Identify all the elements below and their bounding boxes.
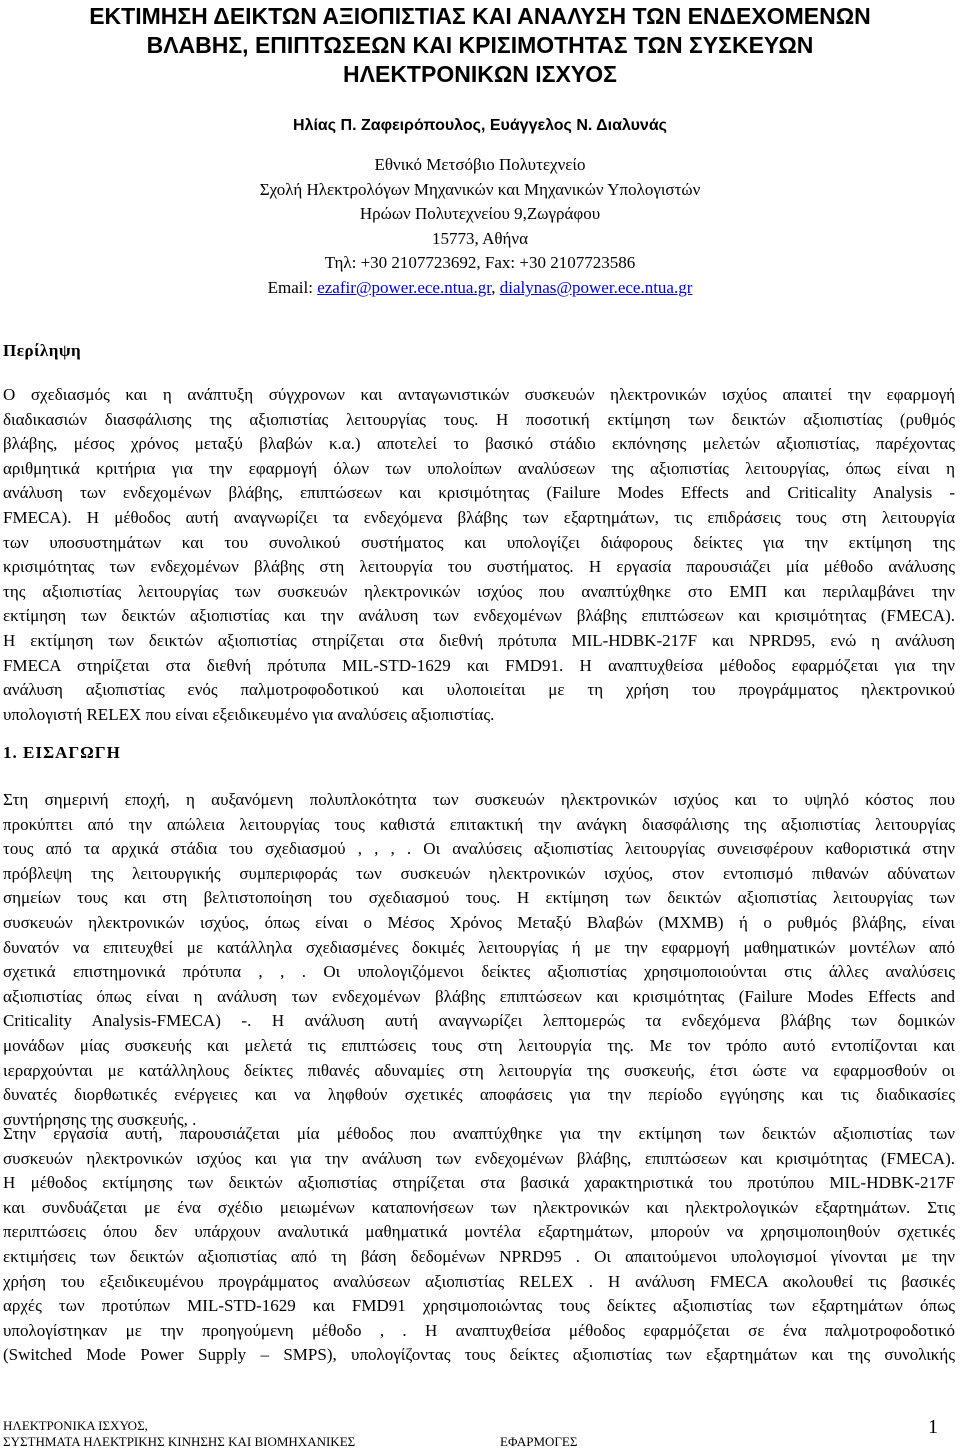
page-number: 1 xyxy=(928,1416,938,1438)
text-line: Στην εργασία αυτή, παρουσιάζεται μία μέθοδος που αναπτύχθηκε για την εκτίμηση των δεικτών αξιοπιστίας των xyxy=(3,1124,955,1143)
abstract-heading: Περίληψη xyxy=(3,341,82,360)
footer-line-1: ΗΛΕΚΤΡΟΝΙΚΑ ΙΣΧΥΟΣ, xyxy=(3,1418,148,1433)
text-line: Η εκτίμηση των δεικτών αξιοπιστίας στηρίζεται στα διεθνή πρότυπα MIL-HDBK-217F και NPRD95, ενώ η ανάλυση xyxy=(3,630,955,650)
text-line: σημείων τους και στη βελτιστοποίηση του σχεδιασμού τους. Η εκτίμηση των δεικτών αξιοπιστίας λειτουργίας των xyxy=(3,888,955,908)
affiliation-email-line xyxy=(0,276,960,301)
text-line: διαδικασιών διασφάλισης της αξιοπιστίας λειτουργίας τους. Η ποσοτική εκτίμηση των δεικτών αξιοπιστίας (ρυθμός xyxy=(3,409,955,429)
text-line: χρήση του εξειδικευμένου προγράμματος αναλύσεων αξιοπιστίας RELEX . Η ανάλυση FMECA ακολουθεί τις βασικές xyxy=(3,1271,955,1291)
text-line: Criticality Analysis-FMECA) -. Η ανάλυση αυτή αναγνωρίζει λεπτομερώς τα ενδεχόμενα βλάβης των δομικών xyxy=(3,1011,955,1031)
email-link-dialynas[interactable]: dialynas@power.ece.ntua.gr xyxy=(499,277,693,297)
text-line: Ο σχεδιασμός και η ανάπτυξη σύγχρονων και ανταγωνιστικών συσκευών ηλεκτρονικών ισχύος απαιτεί την εφαρμογή xyxy=(3,385,955,404)
text-line: βλάβης, μέσος χρόνος μεταξύ βλαβών κ.α.) αποτελεί το βασικό στάδιο εκπόνησης μελετών αξιοπιστίας, παρέχοντας xyxy=(3,434,955,454)
affiliation-block xyxy=(0,153,960,301)
email-link-zafeiropoulos[interactable]: ezafir@power.ece.ntua.gr xyxy=(317,277,492,297)
text-line: προκύπτει από την απώλεια λειτουργίας τους καθιστά επιτακτική την ανάγκη διασφάλισης της αξιοπιστίας λειτουργίας xyxy=(3,814,955,834)
text-line: τους από τα αρχικά στάδια του σχεδιασμού , , , . Οι αναλύσεις αξιοπιστίας λειτουργίας συνεισφέρουν καθοριστικά στην xyxy=(3,839,955,859)
text-line: FMECA). Η μέθοδος αυτή αναγνωρίζει τα ενδεχόμενα βλάβης των εξαρτημάτων, τις επιδράσεις τους στη λειτουργία xyxy=(3,507,955,527)
intro-heading: 1. ΕΙΣΑΓΩΓΗ xyxy=(3,743,121,762)
text-line: υπολογιστή RELEX που είναι εξειδικευμένο για αναλύσεις αξιοπιστίας. xyxy=(3,704,495,724)
abstract-body xyxy=(3,383,955,727)
footer-conference xyxy=(3,1418,355,1450)
text-line: FMECA στηρίζεται στα διεθνή πρότυπα MIL-STD-1629 και FMD91. Η αναπτυχθείσα μέθοδος εφαρμόζεται για την xyxy=(3,655,955,675)
text-line: πρόβλεψη της λειτουργικής συμπεριφοράς των συσκευών ηλεκτρονικών ισχύος, στον εντοπισμό πιθανών αδύνατων xyxy=(3,863,955,883)
footer-line-2b: ΕΦΑΡΜΟΓΕΣ xyxy=(500,1434,578,1449)
authors: Ηλίας Π. Ζαφειρόπουλος, Ευάγγελος Ν. Διαλυνάς xyxy=(293,117,667,134)
text-line: αρχές των προτύπων MIL-STD-1629 και FMD91 χρησιμοποιώντας τους δείκτες αξιοπιστίας των εξαρτημάτων όπως xyxy=(3,1296,955,1316)
text-line: αριθμητικά κριτήρια για την εφαρμογή όλων των υπολοίπων αναλύσεων της αξιοπιστίας λειτουργίας, όπως είναι η xyxy=(3,458,955,478)
text-line: των υποσυστημάτων και του συνολικού συστήματος και υπολογίζει διάφορους δείκτες για την εκτίμηση της xyxy=(3,532,955,552)
email-label: Email: xyxy=(267,277,318,297)
footer-line-2: ΣΥΣΤΗΜΑΤΑ ΗΛΕΚΤΡΙΚΗΣ ΚΙΝΗΣΗΣ ΚΑΙ ΒΙΟΜΗΧΑΝΙΚΕΣ xyxy=(3,1434,356,1449)
text-line: περιπτώσεις όπου δεν υπάρχουν αναλυτικά μαθηματικά μοντέλα εξαρτημάτων, μπορούν να χρησιμοποιηθούν σχετικές xyxy=(3,1222,955,1242)
text-line: μονάδων μίας συσκευής και μελετά τις επιπτώσεις τους στη λειτουργία της. Με τον τρόπο αυτό εντοπίζονται και xyxy=(3,1035,955,1055)
text-line: δυνατόν να επιτευχθεί με κατάλληλα σχεδιασμένες δοκιμές λειτουργίας ή με την εφαρμογή μαθηματικών μοντέλων από xyxy=(3,937,955,957)
text-line: ιεραρχούνται με κατάλληλους δείκτες πιθανές αδυναμίες στη λειτουργία της συσκευής, έτσι ώστε να εφαρμοσθούν οι xyxy=(3,1060,955,1080)
affiliation-address: Ηρώων Πολυτεχνείου 9,Ζωγράφου xyxy=(359,204,601,224)
paper-title: ΕΚΤΙΜΗΣΗ ΔΕΙΚΤΩΝ ΑΞΙΟΠΙΣΤΙΑΣ ΚΑΙ ΑΝΑΛΥΣΗ ΤΩΝ ΕΝΔΕΧΟΜΕΝΩΝ ΒΛΑΒΗΣ, ΕΠΙΠΤΩΣΕΩΝ ΚΑΙ ΚΡΙΣΙΜΟΤΗΤΑΣ ΤΩΝ ΣΥΣΚΕΥΩΝ ΗΛΕΚΤΡΟΝΙΚΩΝ ΙΣΧΥΟΣ xyxy=(89,3,871,87)
text-line: συσκευών ηλεκτρονικών ισχύος, όπως είναι ο Μέσος Χρόνος Μεταξύ Βλαβών (ΜΧΜΒ) ή ο ρυθμός βλάβης, είναι xyxy=(3,912,955,932)
affiliation-school: Σχολή Ηλεκτρολόγων Μηχανικών και Μηχανικών Υπολογιστών xyxy=(259,179,701,199)
affiliation-university: Εθνικό Μετσόβιο Πολυτεχνείο xyxy=(374,155,586,174)
text-line: (Switched Mode Power Supply – SMPS), υπολογίζοντας τους δείκτες αξιοπιστίας των εξαρτημάτων και της συνολικής xyxy=(3,1345,955,1365)
text-line: εκτιμήσεις των δεικτών αξιοπιστίας από τη βάση δεδομένων NPRD95 . Οι απαιτούμενοι υπολογισμοί γίνονται με την xyxy=(3,1246,955,1266)
text-line: και συνδυάζεται με ένα σχέδιο μειωμένων καταπονήσεων των ηλεκτρονικών και ηλεκτρολογικών εξαρτημάτων. Στις xyxy=(3,1197,955,1217)
text-line: Στη σημερινή εποχή, η αυξανόμενη πολυπλοκότητα των συσκευών ηλεκτρονικών ισχύος και το υψηλό κόστος που xyxy=(3,790,955,809)
text-line: αξιοπιστίας όπως είναι η ανάλυση των ενδεχομένων βλάβης επιπτώσεων και κρισιμότητας (Failure Modes Effects and xyxy=(3,986,955,1006)
email-separator: , xyxy=(491,277,500,297)
text-line: συντήρησης της συσκευής, . xyxy=(3,1109,197,1129)
text-line: Η μέθοδος εκτίμησης των δεικτών αξιοπιστίας στηρίζεται στα βασικά χαρακτηριστικά του προτύπου MIL-HDBK-217F xyxy=(3,1173,955,1193)
text-line: συσκευών ηλεκτρονικών ισχύος και για την ανάλυση των ενδεχομένων βλάβης, επιπτώσεων και κρισιμότητας (FMECA). xyxy=(3,1148,955,1168)
text-line: εκτίμηση των δεικτών αξιοπιστίας και την ανάλυση των ενδεχομένων βλάβης επιπτώσεων και κρισιμότητας (FMECA). xyxy=(3,606,955,626)
text-line: ανάλυση των ενδεχομένων βλάβης, επιπτώσεων και κρισιμότητας (Failure Modes Effects and Criticality Analysis - xyxy=(3,483,955,503)
text-line: της αξιοπιστίας λειτουργίας των συσκευών ηλεκτρονικών ισχύος που αναπτύχθηκε στο ΕΜΠ και περιλαμβάνει την xyxy=(3,581,955,601)
text-line: υπολογίστηκαν με την προηγούμενη μέθοδο , . Η αναπτυχθείσα μέθοδος εφαρμόζεται σε ένα παλμοτροφοδοτικό xyxy=(3,1320,955,1340)
affiliation-city: 15773, Αθήνα xyxy=(432,228,528,248)
intro-paragraph-2 xyxy=(3,1122,955,1368)
intro-paragraph-1 xyxy=(3,788,955,1132)
text-line: σχετικά επιστημονικά πρότυπα , , . Οι υπολογιζόμενοι δείκτες αξιοπιστίας χρησιμοποιούνται στις άλλες αναλύσεις xyxy=(3,962,955,982)
text-line: ανάλυση αξιοπιστίας ενός παλμοτροφοδοτικού και υλοποιείται με τη χρήση του προγράμματος ηλεκτρονικού xyxy=(3,680,955,700)
affiliation-phone: Τηλ: +30 2107723692, Fax: +30 2107723586 xyxy=(324,253,636,273)
text-line: κρισιμότητας των ενδεχομένων βλάβης στη λειτουργία του συστήματος. Η εργασία παρουσιάζει μία μέθοδο ανάλυσης xyxy=(3,557,955,577)
text-line: δυνατές διορθωτικές ενέργειες και να ληφθούν σχετικές αποφάσεις για την περίοδο εγγύησης και τις διαδικασίες xyxy=(3,1085,955,1105)
